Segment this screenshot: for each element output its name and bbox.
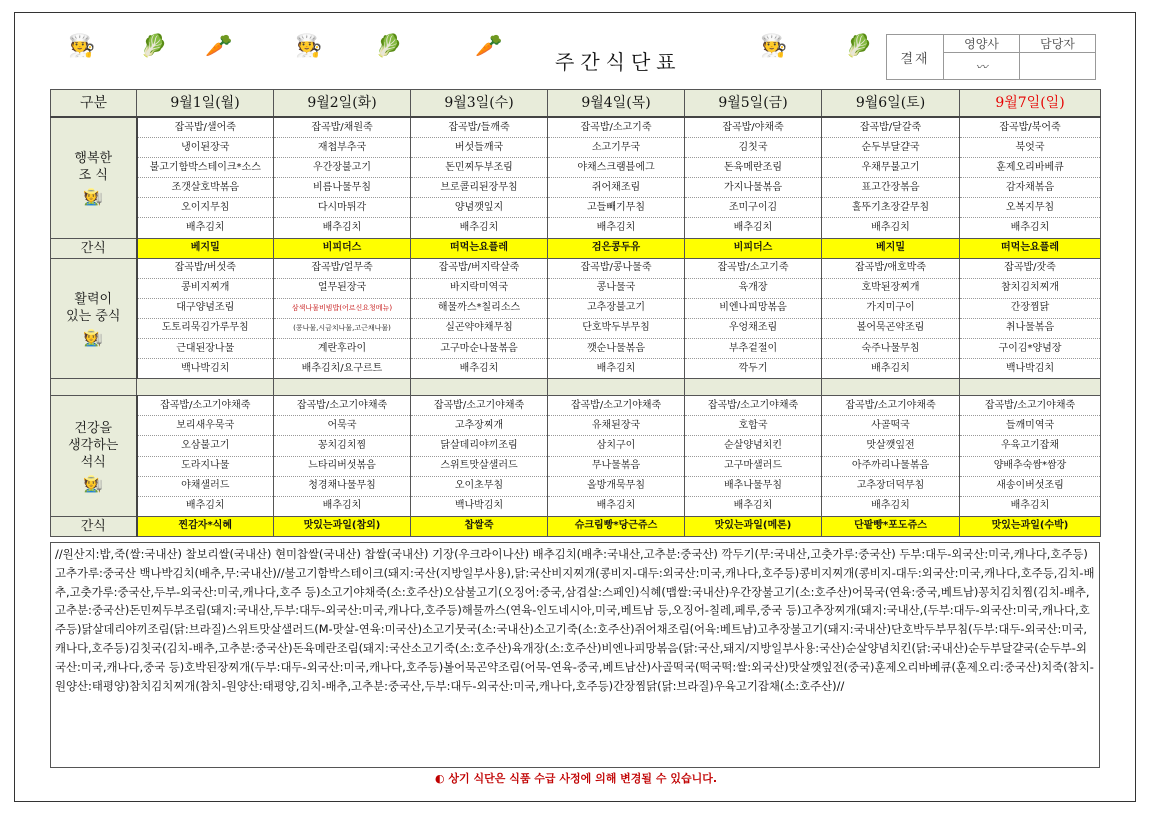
spacer-cell bbox=[137, 379, 274, 396]
menu-item: 숙주나물무침 bbox=[822, 339, 960, 359]
menu-item: 우육고기잡채 bbox=[960, 436, 1101, 456]
menu-item: 호박된장찌개 bbox=[822, 278, 960, 298]
menu-item: 고추장불고기 bbox=[548, 298, 685, 318]
lunch-label bbox=[51, 258, 137, 379]
header-label: 구분 bbox=[51, 90, 137, 118]
menu-item: 고추장찌개 bbox=[411, 416, 548, 436]
lunch-label-line: 활력이 bbox=[74, 291, 113, 307]
menu-item: 들깨미역국 bbox=[960, 416, 1101, 436]
chef-mascot-icon: 🧑‍🍳 bbox=[760, 34, 788, 59]
chef-mascot-icon: 🧑‍🍳 bbox=[68, 34, 96, 59]
carrot-icon: 🥕 bbox=[205, 34, 233, 59]
breakfast-row bbox=[51, 117, 1101, 138]
dinner-row bbox=[51, 456, 1101, 476]
menu-item: 돈민찌두부조림 bbox=[411, 158, 548, 178]
snack-item: 맛있는과일(참외) bbox=[274, 516, 411, 536]
menu-item: 백나박김치 bbox=[960, 359, 1101, 379]
day-header: 9월6일(토) bbox=[822, 90, 960, 118]
menu-item: 야채스크램블에그 bbox=[548, 158, 685, 178]
menu-item: 잡곡밥/샐어죽 bbox=[137, 117, 274, 138]
chef-mascot-icon: 🧑‍🍳 bbox=[295, 34, 323, 59]
menu-item: 닭살데리야끼조림 bbox=[411, 436, 548, 456]
menu-item: 배추김치 bbox=[822, 218, 960, 238]
lunch-label-line: 있는 중식 bbox=[66, 308, 121, 324]
menu-item: 고들빼기무침 bbox=[548, 198, 685, 218]
menu-item: 우엉채조림 bbox=[685, 318, 822, 338]
menu-item: 잡곡밥/콩나물죽 bbox=[548, 258, 685, 278]
lunch-row bbox=[51, 298, 1101, 318]
menu-item: 깻순나물볶음 bbox=[548, 339, 685, 359]
day-header: 9월4일(목) bbox=[548, 90, 685, 118]
menu-item: 우채무불고기 bbox=[822, 158, 960, 178]
snack-item: 검은콩두유 bbox=[548, 238, 685, 258]
dinner-row bbox=[51, 496, 1101, 516]
menu-item: 바지락미역국 bbox=[411, 278, 548, 298]
menu-item: 잡곡밥/들깨죽 bbox=[411, 117, 548, 138]
menu-item: 간장찜닭 bbox=[960, 298, 1101, 318]
menu-item: 잡곡밥/소고기죽 bbox=[685, 258, 822, 278]
approval-dietitian: 영양사 bbox=[944, 35, 1020, 53]
signature-dietitian bbox=[944, 53, 1020, 80]
menu-item: 도토리묵김가루무침 bbox=[137, 318, 274, 338]
menu-item: 조미구이김 bbox=[685, 198, 822, 218]
snack2-label: 간식 bbox=[51, 516, 137, 536]
snack-item: 비피더스 bbox=[274, 238, 411, 258]
menu-item: 잡곡밥/소고기야채죽 bbox=[274, 396, 411, 416]
menu-item: 잡곡밥/소고기야채죽 bbox=[137, 396, 274, 416]
lunch-row bbox=[51, 278, 1101, 298]
menu-item: 순살양념치킨 bbox=[685, 436, 822, 456]
dinner-label-line: 건강을 bbox=[74, 421, 113, 436]
breakfast-label bbox=[51, 117, 137, 238]
menu-item: 잡곡밥/버지락살죽 bbox=[411, 258, 548, 278]
menu-item: 백나박김치 bbox=[411, 496, 548, 516]
farmer-mascot-icon: 🧑‍🌾 bbox=[83, 187, 104, 207]
signature-manager bbox=[1020, 53, 1096, 80]
menu-item: 오이지무침 bbox=[137, 198, 274, 218]
menu-item: 볼어묵곤약조림 bbox=[822, 318, 960, 338]
menu-item: 맛살깻잎전 bbox=[822, 436, 960, 456]
menu-item: 배추김치 bbox=[137, 496, 274, 516]
menu-item: 잡곡밥/소고기야채죽 bbox=[685, 396, 822, 416]
menu-item: 가지미구이 bbox=[822, 298, 960, 318]
menu-item: 잡곡밥/소고기죽 bbox=[548, 117, 685, 138]
menu-item: 재첩부추국 bbox=[274, 138, 411, 158]
menu-item: 삼색나물비빔밥(어르신요청메뉴) bbox=[274, 298, 411, 318]
snack1-label: 간식 bbox=[51, 238, 137, 258]
menu-item: 구이김*양념장 bbox=[960, 339, 1101, 359]
menu-item: 배추김치 bbox=[548, 496, 685, 516]
snack-item: 찹쌀죽 bbox=[411, 516, 548, 536]
approval-label: 결재 bbox=[887, 35, 944, 80]
menu-item: 오삼불고기 bbox=[137, 436, 274, 456]
menu-item: 단호박두부무침 bbox=[548, 318, 685, 338]
menu-item: 양념깻잎지 bbox=[411, 198, 548, 218]
breakfast-row bbox=[51, 218, 1101, 238]
menu-item: 배추김치 bbox=[960, 496, 1101, 516]
menu-item: 해물까스*칠리소스 bbox=[411, 298, 548, 318]
approval-box bbox=[886, 34, 1096, 80]
menu-item: 배추김치 bbox=[548, 359, 685, 379]
snack-item: 베지밀 bbox=[822, 238, 960, 258]
lettuce-icon: 🥬 bbox=[845, 34, 873, 59]
menu-item: 쥐어채조림 bbox=[548, 178, 685, 198]
menu-item: 오이초무침 bbox=[411, 476, 548, 496]
menu-item: 배추김치 bbox=[822, 496, 960, 516]
menu-item: 잡곡밥/버섯죽 bbox=[137, 258, 274, 278]
menu-table bbox=[50, 89, 1101, 537]
menu-item: 홀뚜기초장갈무침 bbox=[822, 198, 960, 218]
dinner-row bbox=[51, 396, 1101, 416]
menu-item: 배추김치 bbox=[548, 218, 685, 238]
breakfast-row bbox=[51, 198, 1101, 218]
snack-item: 맛있는과일(수박) bbox=[960, 516, 1101, 536]
menu-item: 잡곡밥/달갈죽 bbox=[822, 117, 960, 138]
breakfast-row bbox=[51, 178, 1101, 198]
spacer-cell bbox=[822, 379, 960, 396]
menu-item: 잡곡밥/얼무죽 bbox=[274, 258, 411, 278]
dinner-label bbox=[51, 396, 137, 517]
menu-item: 느타리버섯볶음 bbox=[274, 456, 411, 476]
day-header: 9월2일(화) bbox=[274, 90, 411, 118]
menu-item: 감자채볶음 bbox=[960, 178, 1101, 198]
menu-item: 고구마샐러드 bbox=[685, 456, 822, 476]
menu-item: 계란후라이 bbox=[274, 339, 411, 359]
menu-item: 잡곡밥/소고기야채죽 bbox=[960, 396, 1101, 416]
origin-info: //원산지:밥,죽(쌀:국내산) 찰보리쌀(국내산) 현미찹쌀(국내산) 찹쌀(국내산) 기장(우크라이나산) 배추김치(배추:국내산,고추분:중국산) 깍두기(무:국내산,고춧가루:중국산) 두부:대두-외국산:미국,캐나다,호주등) 고추가루:중국산 백나박김치(배추,무:국내산)//불고기함박스테이크(돼지:국산(지방일부사용),닭:국산비지찌개(콩비지-대두:외국산:미국,캐나다,호주등)콩비지찌개(콩비지-대두:외국산:미국,캐나다,호주등,김치-배추,고춧가루:중국산,두부-외국산:미국,캐나다,호주 등)소고기야채죽(소:호주산)오삼불고기(오징어:중국,삼겹살:스페인)식혜(맵쌀:국내산)우간장불고기(소:호주산)어묵국(연육:중국,베트남)꽁치김치찜(김치-배추,고추분:중국산)돈민찌두부조림(돼지:국내산,두부:대두-외국산:미국,캐나다,호주등)해물까스(연육-인도네시아,미국,베트남 등,오징어-칠레,페루,중국 등)고추장찌개(돼지:국내산,(두부:대두-외국산:미국,캐나다,호주등)닭살데리야끼조림(닭:브라질)스위트맛살샐러드(M-맛살-연육:미국산)소고기뭇국(소:국내산)소고기죽(소:호주산)쥐어채조림(어육:베트남)고추장불고기(돼지:국내산)단호박두부무침(두부:대두-외국산:미국,캐나다,호주등)김칫국(김치-배추,고추분:중국산)돈육메란조림(돼지:국산소고기죽(소:호주산)육개장(소:호주산)비엔나피망볶음(닭:국산,돼지/지방일부사용:국산)순살양념치킨(닭:국내산)순두부달걀국(순두부-외국산:미국,캐나다,중국 등)호박된장찌개(두부:대두-외국산:미국,캐나다,호주등)볼어묵곤약조림(어묵-연육-중국,베트남산)사골떡국(떡국떡:쌀:외국산)맛살깻잎전(중국)훈제오리바베큐(훈제오리:중국산)치죽(참치-원양산:태평양)참치김치찌개(참치-원양산:태평양,김치-배추,고추분:중국산,두부:대두-외국산:미국,캐나다,호주등)간장찜닭(닭:브라질)우육고기잡채(소:호주산)// bbox=[50, 542, 1100, 768]
menu-item: 비엔나피망볶음 bbox=[685, 298, 822, 318]
menu-item: 우간장불고기 bbox=[274, 158, 411, 178]
menu-item: 양배추숙쌈*쌈장 bbox=[960, 456, 1101, 476]
menu-item: 김칫국 bbox=[685, 138, 822, 158]
breakfast-label-line: 조 식 bbox=[78, 168, 108, 184]
spacer-cell bbox=[51, 379, 137, 396]
menu-item: (콩나물,시금치나물,고근채나물) bbox=[274, 318, 411, 338]
notice-text: ◐ 상기 식단은 식품 수급 사정에 의해 변경될 수 있습니다. bbox=[434, 772, 717, 785]
menu-item: 근대된장나물 bbox=[137, 339, 274, 359]
menu-item: 호합국 bbox=[685, 416, 822, 436]
menu-item: 돈육메란조림 bbox=[685, 158, 822, 178]
lunch-row bbox=[51, 359, 1101, 379]
menu-item: 취나물볶음 bbox=[960, 318, 1101, 338]
menu-item: 새송이버섯조림 bbox=[960, 476, 1101, 496]
farmer-mascot-icon: 🧑‍🌾 bbox=[83, 327, 104, 347]
approval-manager: 담당자 bbox=[1020, 35, 1096, 53]
menu-item: 조갯살호박볶음 bbox=[137, 178, 274, 198]
menu-item: 무나물볶음 bbox=[548, 456, 685, 476]
menu-item: 콩나물국 bbox=[548, 278, 685, 298]
menu-item: 잡곡밥/소고기야채죽 bbox=[822, 396, 960, 416]
farmer-mascot-icon: 🧑‍🌾 bbox=[83, 474, 104, 493]
menu-item: 스위트맛살샐러드 bbox=[411, 456, 548, 476]
dinner-row bbox=[51, 436, 1101, 456]
menu-item: 가지나물볶음 bbox=[685, 178, 822, 198]
menu-item: 브로콜리된장무침 bbox=[411, 178, 548, 198]
spacer-cell bbox=[548, 379, 685, 396]
menu-item: 배추김치 bbox=[274, 218, 411, 238]
dinner-label-line: 석식 bbox=[80, 455, 106, 470]
breakfast-label-line: 행복한 bbox=[74, 151, 113, 167]
menu-item: 얼무된장국 bbox=[274, 278, 411, 298]
menu-item: 배추김치/요구르트 bbox=[274, 359, 411, 379]
menu-item: 버섯들깨국 bbox=[411, 138, 548, 158]
signature-icon: 〰 bbox=[975, 59, 988, 74]
menu-item: 배추김치 bbox=[685, 496, 822, 516]
spacer-cell bbox=[960, 379, 1101, 396]
menu-item: 배추김치 bbox=[274, 496, 411, 516]
menu-item: 잡곡밥/애호박죽 bbox=[822, 258, 960, 278]
breakfast-row bbox=[51, 138, 1101, 158]
menu-item: 불고기함박스테이크*소스 bbox=[137, 158, 274, 178]
menu-item: 도라지나물 bbox=[137, 456, 274, 476]
menu-item: 표고간장볶음 bbox=[822, 178, 960, 198]
menu-item: 배추김치 bbox=[822, 359, 960, 379]
lunch-row bbox=[51, 318, 1101, 338]
menu-item: 아주까리나물볶음 bbox=[822, 456, 960, 476]
spacer-cell bbox=[411, 379, 548, 396]
snack-item: 떠먹는요플레 bbox=[411, 238, 548, 258]
menu-item: 잡곡밥/소고기야채죽 bbox=[548, 396, 685, 416]
menu-item: 배추김치 bbox=[960, 218, 1101, 238]
menu-item: 고구마순나물볶음 bbox=[411, 339, 548, 359]
menu-item: 배추김치 bbox=[685, 218, 822, 238]
menu-item: 육개장 bbox=[685, 278, 822, 298]
breakfast-row bbox=[51, 158, 1101, 178]
menu-item: 어묵국 bbox=[274, 416, 411, 436]
menu-item: 북엇국 bbox=[960, 138, 1101, 158]
menu-item: 훈제오리바베큐 bbox=[960, 158, 1101, 178]
menu-item: 다시마튀각 bbox=[274, 198, 411, 218]
menu-item: 냉이된장국 bbox=[137, 138, 274, 158]
snack-item: 슈크림빵*당근쥬스 bbox=[548, 516, 685, 536]
menu-item: 배추김치 bbox=[137, 218, 274, 238]
snack-item: 맛있는과일(메론) bbox=[685, 516, 822, 536]
snack1-row bbox=[51, 238, 1101, 258]
menu-item: 비름나물무침 bbox=[274, 178, 411, 198]
menu-item: 사골떡국 bbox=[822, 416, 960, 436]
menu-item: 배추김치 bbox=[411, 218, 548, 238]
menu-item: 삼치구이 bbox=[548, 436, 685, 456]
snack-item: 비피더스 bbox=[685, 238, 822, 258]
menu-item: 배추김치 bbox=[411, 359, 548, 379]
lunch-row bbox=[51, 339, 1101, 359]
menu-item: 실곤약야채무침 bbox=[411, 318, 548, 338]
menu-item: 유채된장국 bbox=[548, 416, 685, 436]
menu-item: 잡곡밥/북어죽 bbox=[960, 117, 1101, 138]
lunch-row bbox=[51, 258, 1101, 278]
snack2-row bbox=[51, 516, 1101, 536]
snack-item: 찐감자*식혜 bbox=[137, 516, 274, 536]
menu-item: 잡곡밥/채원죽 bbox=[274, 117, 411, 138]
menu-item: 부추겉절이 bbox=[685, 339, 822, 359]
menu-item: 순두부달걀국 bbox=[822, 138, 960, 158]
day-header: 9월5일(금) bbox=[685, 90, 822, 118]
menu-item: 깍두기 bbox=[685, 359, 822, 379]
menu-item: 꽁치김치찜 bbox=[274, 436, 411, 456]
dinner-label-line: 생각하는 bbox=[68, 438, 119, 453]
menu-item: 고추장더덕무침 bbox=[822, 476, 960, 496]
menu-item: 대구양념조림 bbox=[137, 298, 274, 318]
menu-item: 야채샐러드 bbox=[137, 476, 274, 496]
lettuce-icon: 🥬 bbox=[140, 34, 168, 59]
menu-item: 콩비지찌개 bbox=[137, 278, 274, 298]
day-header: 9월1일(월) bbox=[137, 90, 274, 118]
snack-item: 베지밀 bbox=[137, 238, 274, 258]
dinner-row bbox=[51, 416, 1101, 436]
spacer-row bbox=[51, 379, 1101, 396]
menu-item: 잡곡밥/야채죽 bbox=[685, 117, 822, 138]
day-header: 9월3일(수) bbox=[411, 90, 548, 118]
menu-item: 배추나물무침 bbox=[685, 476, 822, 496]
snack-item: 떠먹는요플레 bbox=[960, 238, 1101, 258]
menu-item: 청경채나물무침 bbox=[274, 476, 411, 496]
day-header: 9월7일(일) bbox=[960, 90, 1101, 118]
menu-item: 백나박김치 bbox=[137, 359, 274, 379]
page-title: 주간식단표 bbox=[555, 50, 682, 74]
menu-item: 잡곡밥/잣죽 bbox=[960, 258, 1101, 278]
menu-item: 참치김치찌개 bbox=[960, 278, 1101, 298]
snack-item: 단팥빵*포도쥬스 bbox=[822, 516, 960, 536]
menu-item: 소고기무국 bbox=[548, 138, 685, 158]
spacer-cell bbox=[685, 379, 822, 396]
dinner-row bbox=[51, 476, 1101, 496]
menu-item: 올방개묵무침 bbox=[548, 476, 685, 496]
carrot-icon: 🥕 bbox=[475, 34, 503, 59]
day-header-row bbox=[51, 90, 1101, 118]
menu-item: 오복지무침 bbox=[960, 198, 1101, 218]
menu-item: 잡곡밥/소고기야채죽 bbox=[411, 396, 548, 416]
spacer-cell bbox=[274, 379, 411, 396]
menu-item: 보리새우묵국 bbox=[137, 416, 274, 436]
lettuce-icon: 🥬 bbox=[375, 34, 403, 59]
